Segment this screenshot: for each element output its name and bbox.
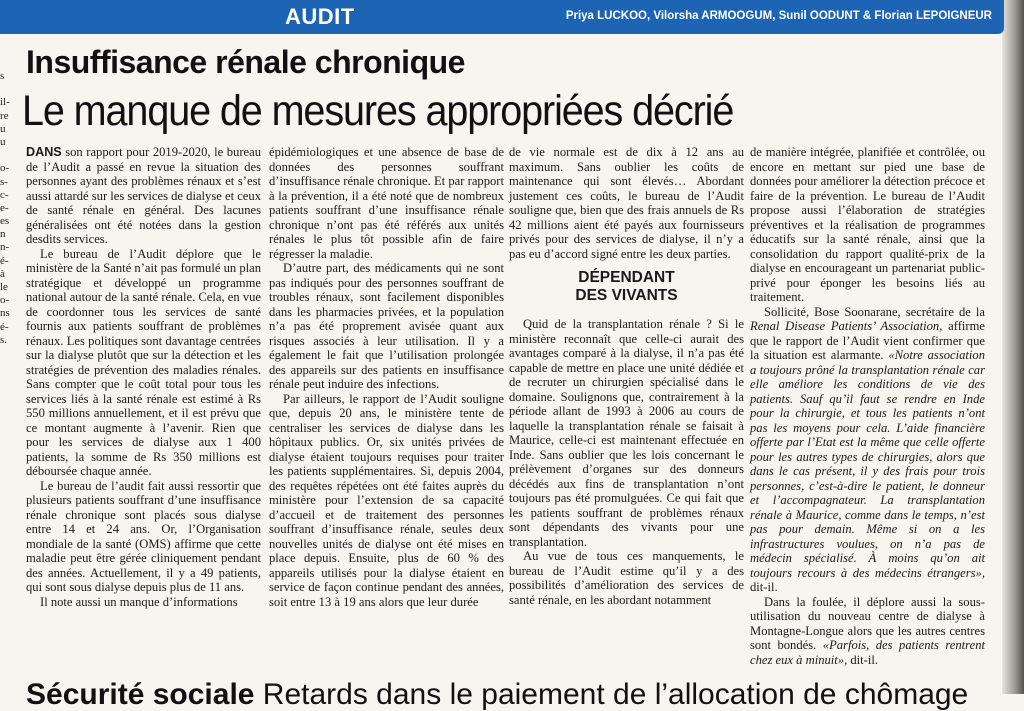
next-article-title: Retards dans le paiement de l’allocation de chômage [254,678,969,711]
paragraph: Par ailleurs, le rapport de l’Audit souligne que, depuis 20 ans, le ministère tente de centraliser les services de dialyse dans les hôpitaux publics. Or, six unités privées de dialyse étaient toujours requises pour traiter les patients supplémentaires. Si, depuis 2004, des requêtes répétées ont été faites auprès du ministère pour l’extension de sa capacité d’accueil et de traitement des personnes souffrant d’insuffisance rénale, seules deux nouvelles unités de dialyse ont été mises en place depuis. Ensuite, plus de 60 % des appareils utilisés pour la dialyse étaient en service de façon continue pendant des années, soit entre 13 à 19 ans alors que leur durée [269,391,504,609]
fragment-line: ns [0,307,10,320]
section-header-bar [0,0,1004,34]
paragraph [750,305,985,595]
article-headline: Le manque de mesures appropriées décrié [22,87,734,135]
subheading-line: DÉPENDANT [578,269,675,286]
section-title: AUDIT [285,4,355,29]
fragment-line: es [0,215,10,228]
fragment-line: u [0,135,6,148]
fragment-line: o- [0,294,10,307]
fragment-line: re [0,109,9,122]
paragraph-text: Dans la foulée, il déplore aussi la sous-utilisation du nouveau centre de dialyse à Montagne-Longue alors que les autres centres sont bondés. [750,594,985,652]
article-column-1 [26,145,261,609]
organization-name: Renal Disease Patients’ Association [750,319,940,333]
article-column-4 [750,145,985,667]
quote: «Notre association a toujours prôné la transplantation rénale car elle améliore les conditions de vie des patients. Sauf qu’il faut se rendre en Inde pour la chirurgie, et tous les patients n’ont pas les moyens pour cela. L’aide financière offerte par l’Etat est la même que celle offerte pour les autres types de chirurgies, alors que dans le cas présent, il y des frais pour trois personnes, c’est-à-dire le patient, le donneur et l’accompagnateur. La transplantation rénale à Maurice, comme dans le temps, n’est pas pour demain. Même si on a les infrastructures voulues, on n’a pas de médecin spécialisé. À moins qu’on ait toujours recours à des médecins étrangers» [750,348,986,580]
next-article-kicker: Sécurité sociale [26,678,255,711]
paragraph: Quid de la transplantation rénale ? Si le ministère reconnaît que celle-ci aurait des avantages comparé à la dialyse, il n’a pas été capable de mettre en place une unité dédiée et de recruter un chirurgien spécialisé dans le domaine. Soulignons que, contrairement à la période allant de 1993 à 2006 au cours de laquelle la transplantation rénale se faisait à Maurice, celle-ci est maintenant effectuée en Inde. Sans oublier que les lois concernant le prélèvement d’organes sur des donneurs décédés aux fins de transplantation n’ont toujours pas été promulguées. Ce qui fait que les patients souffrant de problèmes rénaux sont dépendants des vivants pour une transplantation. [509,317,744,549]
fragment-line: é- [0,254,9,267]
paragraph: de vie normale est de dix à 12 ans au maximum. Sans oublier les coûts de maintenance qui sont élevés… Abordant justement ces coûts, le bureau de l’Audit souligne que, bien que des frais annuels de Rs 42 millions aient été payés aux fournisseurs privés pour des services de dialyse, il n’y a pas eu d’accord signé entre les deux parties. [509,145,744,261]
paragraph-text: , affirme que le rapport de l’Audit vient confirmer que la situation est alarmante. [750,319,985,362]
article-column-2 [269,145,504,609]
subheading-line: DES VIVANTS [575,287,678,304]
article-kicker: Insuffisance rénale chronique [26,44,465,80]
fragment-line: s [0,70,5,82]
fragment-line: le [0,281,8,293]
fragment-line: s. [0,333,8,346]
article-column-3 [509,145,744,607]
paragraph [750,595,985,668]
fragment-line: e- [0,201,9,214]
paragraph: Au vue de tous ces manquements, le bureau de l’Audit estime qu’il y a des possibilités d’amélioration des services de santé rénale, en les abordant notamment [509,549,744,607]
quote: «Parfois, des patients rentrent chez eux à minuit» [750,638,986,667]
paragraph-text: son rapport pour 2019-2020, le bureau de l’Audit a passé en revue la situation des personnes ayant des problèmes rénaux et s’est aussi attardé sur les services de dialyse et ceux de santé rénale en général. Des lacunes généralisées ont été notées dans la gestion desdits services. [26,145,261,246]
fragment-line: é- [0,320,9,333]
next-article-headline [26,680,968,710]
paragraph: de manière intégrée, planifiée et contrôlée, ou encore en mettant sur pied une base de données pour améliorer la détection précoce et faire de la prévention. Le bureau de l’Audit propose aussi l’élaboration de stratégies préventives et la réalisation de programmes éducatifs sur la santé rénale, ainsi que la consolidation du rapport qualité-prix de la dialyse en encourageant un partenariat public-privé pour éponger les besoins liés au traitement. [750,145,985,304]
fragment-line [0,83,12,96]
fragment-line: s- [0,175,8,188]
paragraph: Il note aussi un manque d’informations [40,594,238,609]
authors-byline: Priya LUCKOO, Vilorsha ARMOOGUM, Sunil OODUNT & Florian LEPOIGNEUR [565,10,992,22]
paragraph-text: , dit-il. [750,565,985,594]
subheading [509,269,744,305]
paragraph: épidémiologiques et une absence de base de données des personnes souffrant d’insuffisance rénale chronique. Et par rapport à la prévention, il a été noté que de nombreux patients souffrant d’une insuffisance rénale chronique n’ont pas été référés aux unités rénales le plus tôt possible afin de faire régresser la maladie. [269,145,504,261]
fragment-line [0,149,12,162]
fragment-line: n [0,228,6,241]
previous-article-fragment [0,70,12,410]
fragment-line: à [0,267,5,280]
lead-word: DANS [26,145,62,159]
paragraph [26,145,261,247]
paragraph-text: , dit-il. [844,652,879,667]
paragraph: D’autre part, des médicaments qui ne sont pas indiqués pour des personnes souffrant de troubles rénaux, sont facilement disponibles dans les pharmacies privées, et la population n’a pas été proprement avisée quant aux risques associés à leur utilisation. Il y a également le fait que l’utilisation prolongée des appareils sur des patients en insuffisance rénale peut induire des infections. [269,261,504,391]
fragment-line: o- [0,162,10,175]
fragment-line: il- [0,96,10,109]
fragment-line: u [0,122,6,135]
paragraph-text: Sollicité, Bose Soonarane, secrétaire de la [764,304,985,319]
paragraph: Le bureau de l’Audit déplore que le ministère de la Santé n’ait pas formulé un plan stratégique et développé un programme national autour de la santé rénale. Cela, en vue de coordonner tous les services de santé fournis aux patients souffrant de problèmes rénaux. Les politiques sont davantage centrées sur la dialyse plutôt que sur la détection et les stratégies de prévention des maladies rénales. Sans compter que le coût total pour tous les services liés à la santé rénale est estimé à Rs 550 millions annuellement, et il est prévu que ce montant augmente à l’avenir. Rien que pour les services de dialyse aux 1 400 patients, la somme de Rs 350 millions est déboursée chaque année. [26,246,262,478]
paragraph: Le bureau de l’audit fait aussi ressortir que plusieurs patients souffrant d’une insuffisance rénale chronique sont placés sous dialyse entre 14 et 24 ans. Or, l’Organisation mondiale de la santé (OMS) affirme que cette maladie peut être gérée cliniquement pendant des années. Actuellement, il y a 49 patients, qui sont sous dialyse depuis plus de 11 ans. [26,478,261,594]
fragment-line: n- [0,241,10,254]
page-edge-shadow [1002,0,1024,694]
fragment-line: c- [0,188,9,201]
